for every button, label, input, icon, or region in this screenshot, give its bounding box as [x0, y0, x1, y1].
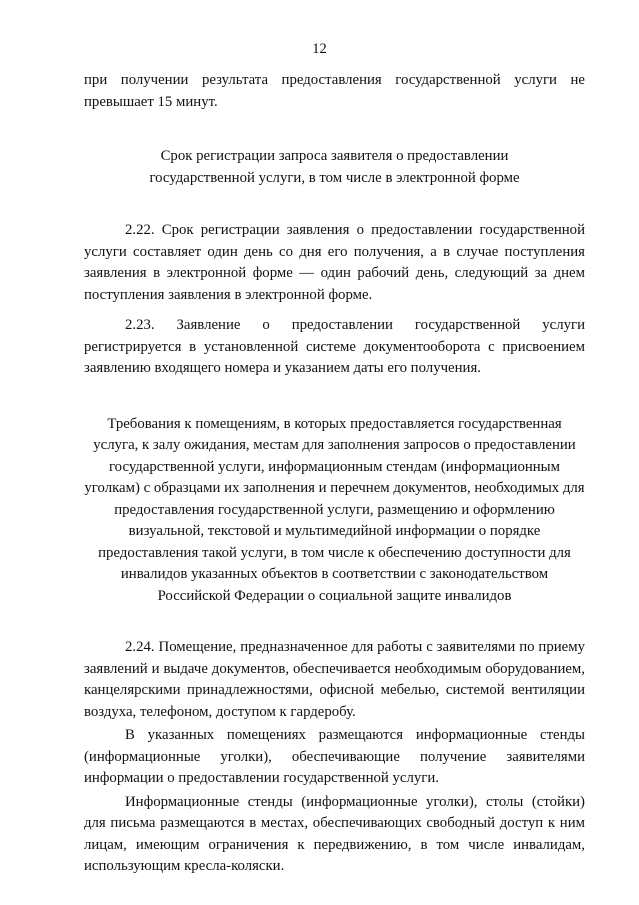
spacer [84, 607, 585, 637]
section-heading-registration: Срок регистрации запроса заявителя о предоставлении государственной услуги, в том числе в электронной форме [149, 148, 520, 186]
paragraph-2-23: 2.23. Заявление о предоставлении государственной услуги регистрируется в установленной системе документооборота с присвоением заявлению входящего номера и указанием даты его получения. [84, 317, 585, 376]
page-number: 12 [312, 41, 327, 57]
spacer [84, 189, 585, 220]
document-body [84, 70, 585, 878]
spacer [84, 113, 585, 146]
paragraph-info-stands: В указанных помещениях размещаются информационные стенды (информационные уголки), обеспечивающие получение заявителями информации о предоставлении государственной услуги. [84, 727, 585, 786]
paragraph-accessibility: Информационные стенды (информационные уголки), столы (стойки) для письма размещаются в местах, обеспечивающих свободный доступ к ним лицам, имеющим ограничения к передвижению, в том числе инвалидам, использующим кресла-коляски. [84, 793, 585, 874]
section-heading-premises: Требования к помещениям, в которых предоставляется государственная услуга, к залу ожидания, местам для заполнения запросов о предоставлении государственной услуги, информационным стендам (информационным уголкам) с образцами их заполнения и перечнем документов, необходимых для предоставления государственной услуги, размещению и оформлению визуальной, текстовой и мультимедийной информации о порядке предоставления такой услуги, в том числе к обеспечению доступности для инвалидов указанных объектов в соответствии с законодательством Российской Федерации о социальной защите инвалидов [84, 415, 585, 604]
spacer [84, 380, 585, 414]
paragraph-2-24: 2.24. Помещение, предназначенное для работы с заявителями по приему заявлений и выдаче документов, обеспечивается необходимым оборудованием, канцелярскими принадлежностями, офисной мебелью, системой вентиляции воздуха, телефоном, доступом к гардеробу. [84, 639, 585, 720]
spacer [84, 306, 585, 315]
paragraph-intro: при получении результата предоставления государственной услуги не превышает 15 минут. [84, 72, 585, 110]
paragraph-2-22: 2.22. Срок регистрации заявления о предоставлении государственной услуги составляет один день со дня его получения, а в случае поступления заявления в электронной форме — один рабочий день, следующий за днем поступления заявления в электронной форме. [84, 222, 585, 303]
